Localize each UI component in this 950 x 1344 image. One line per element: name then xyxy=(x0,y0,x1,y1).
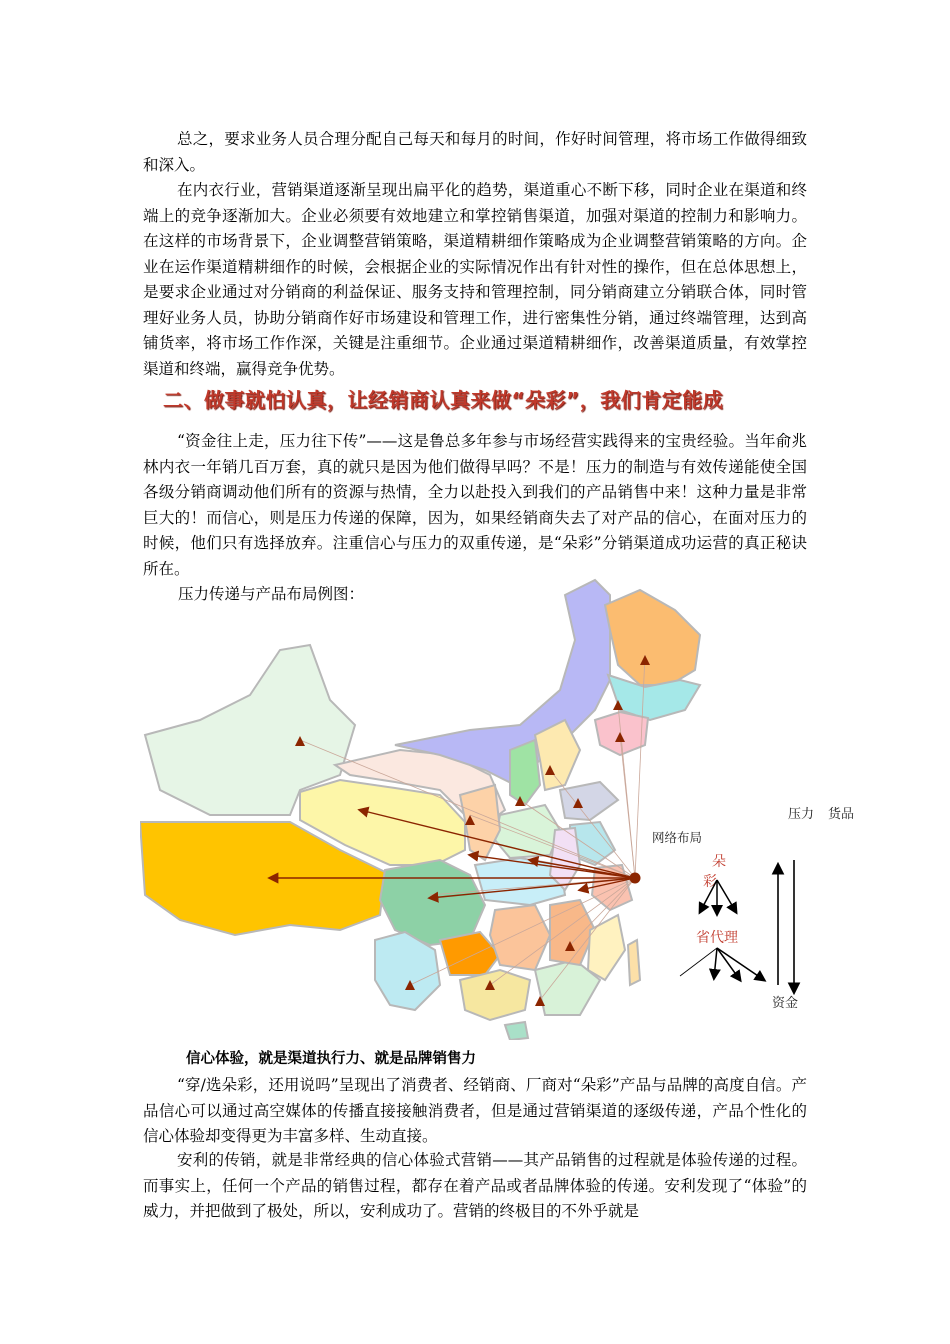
region-fujian xyxy=(588,915,625,980)
region-shanxi xyxy=(510,740,540,805)
paragraph-amway-example: 安利的传销，就是非常经典的信心体验式营销——其产品销售的过程就是体验传递的过程。而事实上，任何一个产品的销售过程，都存在着产品或者品牌体验的传递。安利发现了“体验”的威力，并把做到了极处，所以，安利成功了。营销的终极目的不外乎就是 xyxy=(143,1151,807,1220)
network-layout-label: 网络布局 xyxy=(652,830,703,845)
province-regions xyxy=(140,580,703,1040)
goods-label: 货品 xyxy=(828,807,855,822)
region-taiwan xyxy=(628,940,640,985)
paragraph-pressure-transfer: “资金往上走，压力往下传”——这是鲁总多年参与市场经营实践得来的宝贵经验。当年俞兆林内衣一年销几百万套，真的就只是因为他们做得早吗？不是！压力的制造与有效传递能使全国各级分销商调动他们所有的资源与热情，全力以赴投入到我们的产品销售中来！这种力量是非常巨大的！而信心，则是压力传递的保障，因为，如果经销商失去了对产品的信心，在面对压力的时候，他们只有选择放弃。注重信心与压力的双重传递，是“朵彩”分销渠道成功运营的真正秘诀所在。 xyxy=(143,432,807,578)
region-shandong xyxy=(560,782,618,820)
pressure-label: 压力 xyxy=(788,807,815,822)
distribution-map-figure xyxy=(140,560,880,1040)
paragraph-channel-strategy: 在内衣行业，营销渠道逐渐呈现出扁平化的趋势，渠道重心不断下移，同时企业在渠道和终端上的竞争逐渐加大。企业必须要有效地建立和掌控销售渠道，加强对渠道的控制力和影响力。在这样的市场背景下，企业调整营销策略，渠道精耕细作策略成为企业调整营销策略的方向。企业在运作渠道精耕细作的时候，会根据企业的实际情况作出有针对性的操作，但在总体思想上，是要求企业通过对分销商的利益保证、服务支持和管理控制，同分销商建立分销联合体，同时管理好业务人员，协助分销商作好市场建设和管理工作，进行密集性分销，通过终端管理，达到高铺货率，将市场工作作深，关键是注重细节。企业通过渠道精耕细作，改善渠道质量，有效掌控渠道和终端，赢得竞争优势。 xyxy=(143,181,807,378)
brand-label-char-1: 朵 xyxy=(712,854,726,870)
region-heilongjiang xyxy=(605,590,700,685)
paragraph-brand-confidence: “穿/选朵彩，还用说吗”呈现出了消费者、经销商、厂商对“朵彩”产品与品牌的高度自信。产品信心可以通过高空媒体的传播直接接触消费者，但是通过营销渠道的逐级传递，产品个性化的信心体验却变得更为丰富多样、生动直接。 xyxy=(143,1076,807,1145)
brand-label-char-2: 彩 xyxy=(703,874,717,890)
subheading-confidence: 信心体验，就是渠道执行力、就是品牌销售力 xyxy=(186,1051,476,1067)
region-hainan xyxy=(505,1022,528,1040)
province-agent-label: 省代理 xyxy=(696,930,738,946)
network-hub-node xyxy=(630,873,641,884)
agent-to-dealer-arrows xyxy=(680,948,764,980)
figure-caption: 压力传递与产品布局例图： xyxy=(178,585,365,603)
funds-label: 资金 xyxy=(772,996,799,1011)
region-hunan xyxy=(490,905,550,970)
section-heading: 二、做事就怕认真，让经销商认真来做“朵彩”，我们肯定能成 xyxy=(163,388,724,412)
china-map-diagram xyxy=(140,560,880,1040)
region-henan xyxy=(495,805,560,858)
paragraph-time-management: 总之，要求业务人员合理分配自己每天和每月的时间，作好时间管理，将市场工作做得细致和深入。 xyxy=(143,130,807,174)
region-guangxi xyxy=(460,970,530,1020)
region-sichuan xyxy=(380,860,485,945)
